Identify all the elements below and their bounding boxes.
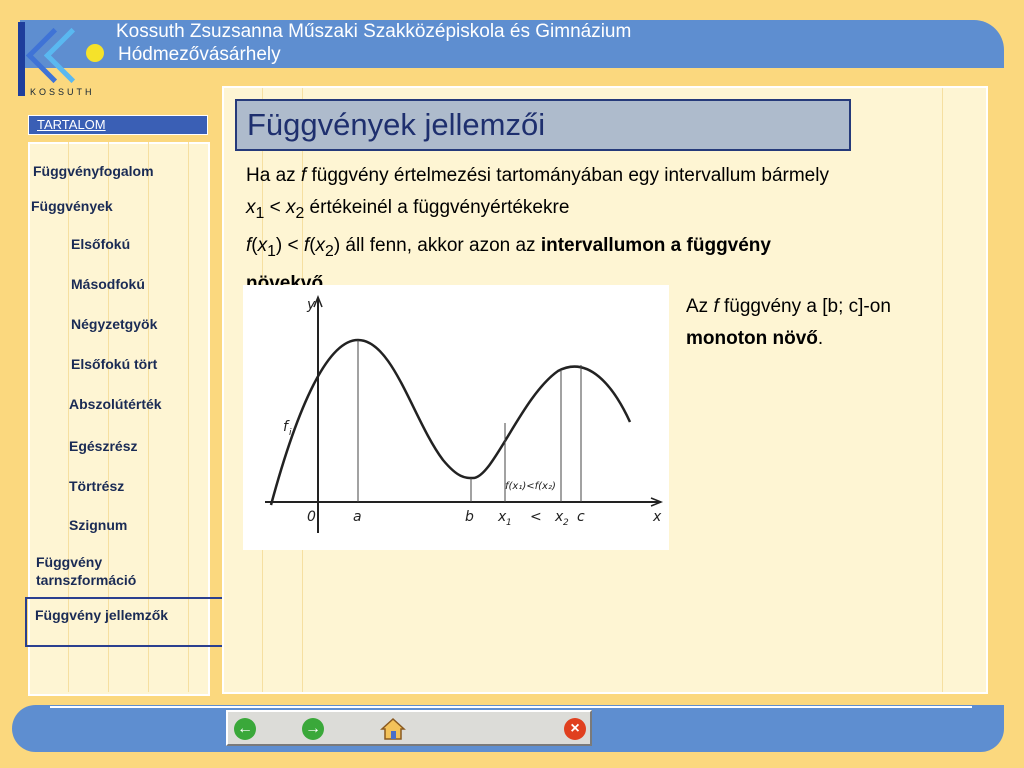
function-curve xyxy=(271,340,630,505)
def-x-symbol: x xyxy=(257,234,268,256)
def-f-symbol: f xyxy=(300,165,307,186)
back-arrow-button[interactable] xyxy=(234,718,256,740)
nav-item-negyzetgyok[interactable]: Négyzetgyök xyxy=(71,316,158,332)
nav-item-fuggvenyek[interactable]: Függvények xyxy=(31,198,113,214)
def-f-symbol: f xyxy=(303,234,310,256)
def-less-than: < xyxy=(264,197,286,218)
def-text-part: függvény értelmezési tartományában egy intervallum bármely xyxy=(306,165,829,186)
navigation-toolbar xyxy=(226,710,592,746)
side-period: . xyxy=(817,328,824,349)
def-x-symbol: x xyxy=(315,234,326,256)
side-f-symbol: f xyxy=(713,296,719,317)
f-label: f xyxy=(283,419,288,435)
nav-item-masodfoku[interactable]: Másodfokú xyxy=(71,276,145,292)
y-axis-label: y xyxy=(307,297,316,313)
def-subscript: 2 xyxy=(325,242,334,260)
nav-item-fuggvenyfogalom[interactable]: Függvényfogalom xyxy=(33,163,154,179)
forward-arrow-button[interactable] xyxy=(302,718,324,740)
nav-item-tortresz[interactable]: Törtrész xyxy=(69,478,125,494)
panel-grid-line xyxy=(942,88,943,692)
tick-label-x2-sub: 2 xyxy=(563,518,569,528)
x-axis-label: x xyxy=(653,509,662,525)
f-label-sub: i xyxy=(289,428,292,438)
nav-item-egeszresz[interactable]: Egészrész xyxy=(69,438,138,454)
school-name: Kossuth Zsuzsanna Műszaki Szakközépiskola és Gimnázium xyxy=(116,21,632,42)
definition-text xyxy=(246,160,846,300)
def-text-part: Ha az xyxy=(246,165,301,186)
forward-arrow-icon: → xyxy=(305,720,321,737)
def-bold-term: intervallumon a függvény növekvő xyxy=(246,234,771,294)
close-icon: × xyxy=(570,720,580,737)
nav-item-elsofoku[interactable]: Elsőfokú xyxy=(71,236,131,252)
def-text-part: értékeinél a függvényértékekre xyxy=(304,197,570,218)
inequality-label: f(x₁)<f(x₂) xyxy=(505,481,556,492)
def-text-part: ) < xyxy=(275,234,304,256)
school-city: Hódmezővásárhely xyxy=(118,44,281,65)
nav-item-szignum[interactable]: Szignum xyxy=(69,517,128,533)
tick-label-x2: x xyxy=(555,509,564,525)
side-text-part: Az xyxy=(686,296,714,317)
def-period: . xyxy=(323,272,329,294)
def-paren: ( xyxy=(251,234,258,256)
logo-text: KOSSUTH xyxy=(30,87,95,97)
nav-title-link[interactable]: TARTALOM xyxy=(28,115,208,135)
back-arrow-icon: ← xyxy=(237,720,253,737)
origin-label: 0 xyxy=(307,509,316,525)
side-note xyxy=(686,291,986,355)
side-bold-term: monoton növő xyxy=(686,328,818,349)
close-button[interactable] xyxy=(564,718,586,740)
logo-yellow-dot xyxy=(86,44,104,62)
footer-line xyxy=(50,706,972,708)
nav-item-fuggveny-transzformacio[interactable]: Függvény tarnszformáció xyxy=(36,554,137,588)
nav-item-elsofoku-tort[interactable]: Elsőfokú tört xyxy=(71,356,158,372)
tick-label-lt: < xyxy=(530,509,542,525)
def-x-symbol: x xyxy=(246,197,256,218)
home-button[interactable] xyxy=(380,717,406,741)
def-text-part: ) áll fenn, akkor azon az xyxy=(333,234,541,256)
def-f-symbol: f xyxy=(246,234,252,256)
tick-label-x1-sub: 1 xyxy=(506,518,512,528)
nav-item-fuggveny-jellemzok[interactable]: Függvény jellemzők xyxy=(25,597,224,647)
side-text-part: függvény a [b; c]-on xyxy=(718,296,891,317)
tick-label-a: a xyxy=(353,509,362,525)
def-subscript: 2 xyxy=(295,204,305,222)
def-paren: ( xyxy=(309,234,316,256)
function-graph xyxy=(243,285,669,550)
def-x-symbol: x xyxy=(285,197,296,218)
page-title: Függvények jellemzői xyxy=(235,99,851,151)
kossuth-logo xyxy=(10,18,106,102)
def-subscript: 1 xyxy=(267,242,276,260)
tick-label-x1: x xyxy=(498,509,507,525)
home-icon xyxy=(380,717,406,741)
tick-label-c: c xyxy=(577,509,585,525)
nav-item-abszoluterték[interactable]: Abszolútérték xyxy=(69,396,162,412)
tick-label-b: b xyxy=(465,509,474,525)
def-subscript: 1 xyxy=(255,204,265,222)
logo-k-bar xyxy=(18,22,25,96)
